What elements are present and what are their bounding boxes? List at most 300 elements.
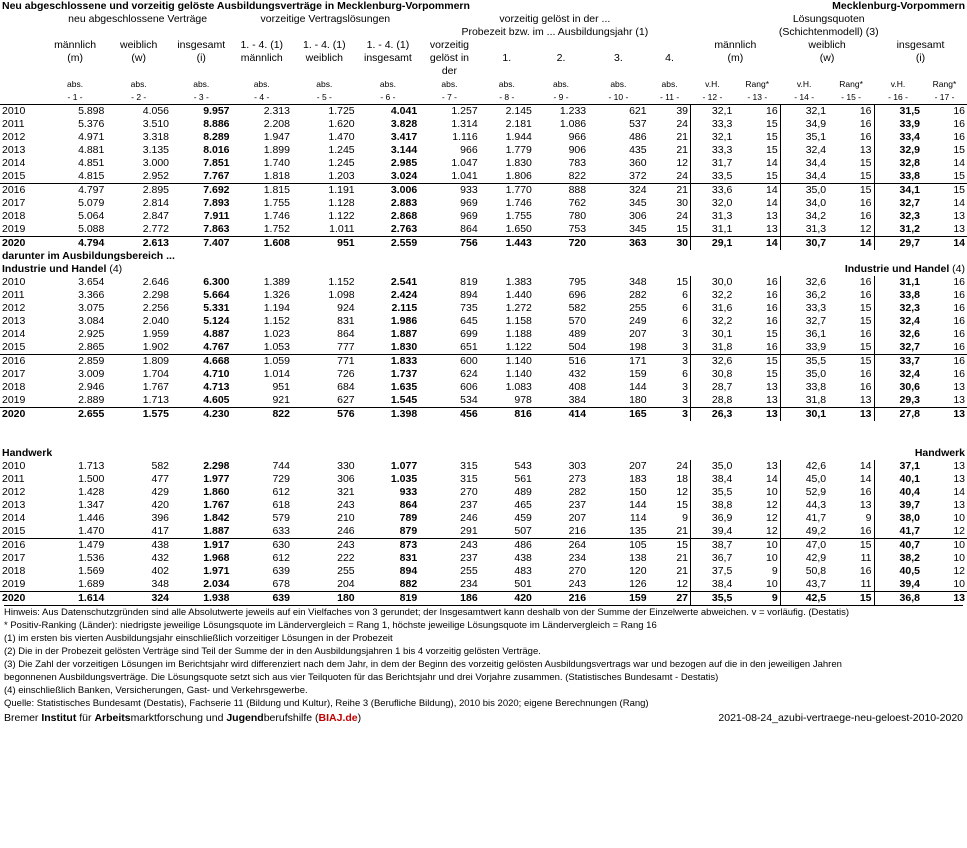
value-cell: 780 — [568, 210, 587, 222]
value-cell: 14 — [828, 237, 874, 251]
value-cell: 14 — [765, 157, 778, 169]
footer — [0, 710, 967, 726]
value-cell: 1.152 — [328, 276, 355, 288]
value-cell: 435 — [629, 144, 647, 156]
value-cell: 612 — [272, 486, 290, 498]
value-cell: 234 — [460, 578, 478, 590]
region-label: Mecklenburg-Vorpommern — [832, 0, 965, 12]
value-cell: 207 — [629, 328, 647, 340]
value-cell: 501 — [514, 578, 532, 590]
value-cell: 2.925 — [78, 328, 105, 340]
column-header: männlich — [714, 39, 757, 51]
column-header: 3. — [613, 52, 623, 64]
value-cell: 7.893 — [203, 197, 230, 209]
value-cell: 1.389 — [263, 276, 290, 288]
value-cell: 12 — [676, 486, 688, 498]
unit-label: abs. — [661, 79, 678, 89]
value-cell: 237 — [568, 499, 587, 511]
value-cell: 30,7 — [780, 237, 828, 251]
value-cell: 1.098 — [328, 289, 355, 301]
value-cell: 2.613 — [106, 237, 171, 251]
value-cell: 2.889 — [78, 394, 105, 406]
column-header — [292, 65, 357, 78]
column-number: - 3 - — [171, 91, 231, 105]
value-cell: 42,9 — [780, 552, 828, 565]
year-cell: 2012 — [2, 486, 26, 498]
value-cell: 7.692 — [171, 184, 231, 198]
value-cell: 10 — [953, 552, 965, 564]
value-cell: 1.347 — [78, 499, 105, 511]
value-cell: 2.040 — [142, 315, 170, 327]
table-row — [0, 408, 967, 422]
year-cell: 2013 — [2, 315, 26, 327]
value-cell: 1.833 — [357, 355, 420, 369]
value-cell: 459 — [514, 512, 532, 524]
value-cell: 36,8 — [874, 592, 922, 606]
value-cell: 819 — [357, 592, 420, 606]
value-cell: 894 — [399, 565, 418, 577]
value-cell: 207 — [568, 512, 587, 524]
value-cell: 1.326 — [263, 289, 290, 301]
value-cell: 32,2 — [691, 315, 735, 328]
value-cell: 41,7 — [874, 525, 922, 539]
value-cell: 951 — [272, 381, 290, 393]
value-cell: 273 — [568, 473, 587, 485]
value-cell: 516 — [534, 355, 588, 369]
value-cell: 1.614 — [44, 592, 107, 606]
column-header: (w) — [819, 52, 835, 64]
value-cell: 1.704 — [142, 368, 170, 380]
value-cell: 4.797 — [44, 184, 107, 198]
value-cell: 16 — [953, 276, 965, 288]
section-note: (4) — [949, 263, 965, 275]
value-cell: 13 — [859, 144, 872, 156]
value-cell: 1.746 — [505, 197, 532, 209]
value-cell: 777 — [337, 341, 355, 353]
value-cell: 216 — [568, 525, 587, 537]
value-cell: 1.188 — [505, 328, 532, 340]
value-cell: 135 — [629, 525, 647, 537]
value-cell: 8.016 — [203, 144, 230, 156]
value-cell: 33,3 — [780, 302, 828, 315]
footnote-line: * Positiv-Ranking (Länder): niedrigste jeweilige Lösungsquote im Ländervergleich = Rang 1, höchste jeweilige Lösungsquote im Ländervergleich = Rang 16 — [4, 620, 657, 631]
value-cell: 249 — [629, 315, 647, 327]
value-cell: 13 — [765, 460, 778, 472]
value-cell: 21 — [676, 131, 688, 143]
value-cell: 165 — [588, 408, 648, 422]
value-cell: 7.863 — [203, 223, 230, 235]
value-cell: 12 — [676, 157, 688, 169]
spacer — [0, 434, 967, 447]
value-cell: 34,4 — [780, 170, 828, 184]
value-cell: 1.830 — [505, 157, 532, 169]
value-cell: 255 — [629, 302, 647, 314]
value-cell: 32,1 — [691, 131, 735, 144]
section-label-crafts-right: Handwerk — [914, 447, 965, 459]
value-cell: 144 — [629, 499, 647, 511]
column-header: weiblich — [808, 39, 846, 51]
column-header: männlich — [54, 39, 97, 51]
value-cell: 864 — [399, 499, 418, 511]
value-cell: 246 — [337, 525, 355, 537]
value-cell: 489 — [568, 328, 587, 340]
value-cell: 15 — [859, 170, 872, 182]
table-row — [0, 539, 967, 553]
value-cell: 1.620 — [328, 118, 355, 130]
value-cell: 1.569 — [78, 565, 105, 577]
value-cell: 477 — [151, 473, 170, 485]
value-cell: 1.689 — [78, 578, 105, 590]
footnote-line: Quelle: Statistisches Bundesamt (Destatis), Fachserie 11 (Bildung und Kultur), Reihe 3 (Berufliche Bildung), 2010 bis 2020; eigene Berechnungen (Rang) — [4, 698, 649, 709]
table-row — [0, 578, 967, 592]
value-cell: 561 — [514, 473, 532, 485]
value-cell: 7.851 — [203, 157, 230, 169]
value-cell: 576 — [292, 408, 357, 422]
column-number: - 5 - — [292, 91, 357, 105]
value-cell: 1.152 — [263, 315, 290, 327]
value-cell: 924 — [337, 302, 355, 314]
value-cell: 16 — [953, 105, 965, 117]
value-cell: 2.208 — [263, 118, 290, 130]
value-cell: 32,7 — [780, 315, 828, 328]
value-cell: 15 — [922, 184, 967, 198]
value-cell: 4.851 — [78, 157, 105, 169]
value-cell: 246 — [460, 512, 478, 524]
value-cell: 13 — [765, 210, 778, 222]
value-cell: 888 — [534, 184, 588, 198]
value-cell: 105 — [588, 539, 648, 553]
value-cell: 735 — [460, 302, 478, 314]
value-cell: 4.815 — [78, 170, 105, 182]
value-cell: 21 — [676, 552, 688, 564]
year-cell: 2020 — [0, 592, 44, 606]
value-cell: 234 — [568, 552, 587, 564]
value-cell: 5.064 — [78, 210, 105, 222]
value-cell: 16 — [953, 118, 965, 130]
value-cell: 36,2 — [780, 289, 828, 302]
year-cell: 2017 — [2, 197, 26, 209]
value-cell: 420 — [480, 592, 534, 606]
header-group-new-contracts: neu abgeschlossene Verträge — [68, 13, 208, 25]
value-cell: 13 — [828, 408, 874, 422]
value-cell: 10 — [953, 512, 965, 524]
value-cell: 16 — [953, 131, 965, 143]
value-cell: 38,2 — [874, 552, 922, 565]
value-cell: 1.650 — [505, 223, 532, 235]
unit-label: abs. — [130, 79, 147, 89]
value-cell: 34,2 — [780, 210, 828, 223]
value-cell: 144 — [629, 381, 647, 393]
value-cell: 4.887 — [203, 328, 230, 340]
value-cell: 35,5 — [691, 486, 735, 499]
footer-org-part: Institut — [41, 712, 77, 724]
unit-label: abs. — [441, 79, 458, 89]
value-cell: 3.144 — [390, 144, 418, 156]
value-cell: 30 — [649, 237, 691, 251]
value-cell: 6 — [682, 289, 688, 301]
value-cell: 270 — [568, 565, 587, 577]
value-cell: 345 — [629, 197, 647, 209]
table-row — [0, 355, 967, 369]
value-cell: 1.122 — [328, 210, 355, 222]
value-cell: 243 — [419, 539, 479, 553]
value-cell: 216 — [534, 592, 588, 606]
value-cell: 1.023 — [263, 328, 290, 340]
year-cell: 2010 — [2, 105, 26, 117]
table-row — [0, 499, 967, 512]
column-header — [480, 65, 534, 78]
value-cell: 39,7 — [874, 499, 922, 512]
value-cell: 35,0 — [691, 460, 735, 473]
value-cell: 645 — [460, 315, 478, 327]
value-cell: 720 — [534, 237, 588, 251]
value-cell: 1.383 — [505, 276, 532, 288]
value-cell: 270 — [460, 486, 478, 498]
table-cell — [0, 39, 44, 52]
year-cell: 2010 — [2, 460, 26, 472]
table-row — [0, 210, 967, 223]
value-cell: 2.298 — [142, 289, 170, 301]
table-row — [0, 525, 967, 539]
footnote-line: (2) Die in der Probezeit gelösten Verträge sind Teil der Summe der in den Ausbildungsjahren 1 bis 4 vorzeitig gelösten Verträge. — [4, 646, 541, 657]
column-header: 1. — [502, 52, 512, 64]
value-cell: 324 — [588, 184, 648, 198]
value-cell: 16 — [953, 302, 965, 314]
value-cell: 1.011 — [329, 223, 355, 235]
column-header: weiblich — [305, 52, 343, 64]
value-cell: 13 — [734, 408, 780, 422]
value-cell: 1.986 — [390, 315, 418, 327]
value-cell: 171 — [588, 355, 648, 369]
year-cell: 2019 — [2, 223, 26, 235]
value-cell: 1.968 — [203, 552, 230, 564]
value-cell: 771 — [292, 355, 357, 369]
value-cell: 4.056 — [142, 105, 170, 117]
value-cell: 630 — [232, 539, 292, 553]
value-cell: 15 — [676, 499, 688, 511]
value-cell: 1.635 — [390, 381, 418, 393]
value-cell: 14 — [765, 197, 778, 209]
value-cell: 10 — [953, 578, 965, 590]
value-cell: 969 — [460, 197, 478, 209]
value-cell: 159 — [588, 592, 648, 606]
value-cell: 31,3 — [691, 210, 735, 223]
value-cell: 678 — [272, 578, 290, 590]
value-cell: 186 — [419, 592, 479, 606]
value-cell: 2.655 — [44, 408, 107, 422]
value-cell: 1.083 — [505, 381, 532, 393]
value-cell: 15 — [828, 184, 874, 198]
value-cell: 4.230 — [171, 408, 231, 422]
value-cell: 621 — [629, 105, 647, 117]
column-header: insgesamt — [363, 52, 412, 64]
value-cell: 29,1 — [691, 237, 735, 251]
value-cell: 14 — [859, 473, 872, 485]
value-cell: 255 — [337, 565, 355, 577]
value-cell: 1.470 — [78, 525, 105, 537]
value-cell: 31,6 — [691, 302, 735, 315]
table-row — [0, 170, 967, 184]
value-cell: 16 — [859, 276, 872, 288]
column-header — [780, 65, 874, 78]
value-cell: 16 — [765, 276, 778, 288]
value-cell: 3 — [649, 408, 691, 422]
year-cell: 2015 — [2, 525, 26, 537]
value-cell: 10 — [765, 486, 778, 498]
value-cell: 16 — [765, 302, 778, 314]
value-cell: 1.944 — [505, 131, 532, 143]
value-cell: 16 — [859, 131, 872, 143]
value-cell: 38,4 — [691, 578, 735, 592]
year-cell: 2020 — [0, 237, 44, 251]
column-header — [232, 65, 292, 78]
value-cell: 762 — [568, 197, 587, 209]
value-cell: 1.977 — [203, 473, 230, 485]
value-cell: 1.158 — [505, 315, 532, 327]
value-cell: 3 — [649, 355, 691, 369]
value-cell: 243 — [568, 578, 587, 590]
year-cell: 2018 — [2, 565, 26, 577]
column-number: - 12 - — [691, 91, 735, 105]
value-cell: 16 — [859, 105, 872, 117]
value-cell: 150 — [629, 486, 647, 498]
value-cell: 26,3 — [691, 408, 735, 422]
year-cell: 2016 — [0, 355, 44, 369]
table-row — [0, 565, 967, 578]
value-cell: 243 — [292, 539, 357, 553]
value-cell: 13 — [953, 460, 965, 472]
year-cell: 2017 — [2, 368, 26, 380]
value-cell: 2.298 — [203, 460, 230, 472]
value-cell: 35,5 — [691, 592, 735, 606]
value-cell: 9 — [771, 565, 778, 577]
value-cell: 15 — [859, 157, 872, 169]
value-cell: 33,8 — [780, 381, 828, 394]
value-cell: 31,7 — [691, 157, 735, 170]
year-cell: 2013 — [2, 499, 26, 511]
section-label-industry — [0, 263, 691, 276]
value-cell: 951 — [292, 237, 357, 251]
value-cell: 2.313 — [263, 105, 290, 117]
value-cell: 2.541 — [390, 276, 418, 288]
value-cell: 32,9 — [874, 144, 922, 157]
value-cell: 4.881 — [78, 144, 105, 156]
value-cell: 15 — [859, 315, 872, 327]
column-number: - 1 - — [44, 91, 107, 105]
table-row — [0, 78, 967, 91]
table-row — [0, 105, 967, 119]
value-cell: 600 — [419, 355, 479, 369]
value-cell: 1.245 — [328, 144, 355, 156]
value-cell: 36,9 — [691, 512, 735, 525]
value-cell: 6 — [682, 302, 688, 314]
value-cell: 1.818 — [263, 170, 290, 182]
value-cell: 2.034 — [203, 578, 230, 590]
column-number: - 8 - — [480, 91, 534, 105]
value-cell: 37,1 — [874, 460, 922, 473]
year-cell: 2015 — [2, 170, 26, 182]
value-cell: 303 — [568, 460, 587, 472]
unit-label: Rang* — [745, 79, 770, 89]
value-cell: 32,4 — [780, 144, 828, 157]
value-cell: 30,1 — [780, 408, 828, 422]
value-cell: 3 — [682, 328, 688, 340]
value-cell: 13 — [859, 394, 872, 406]
unit-label: abs. — [193, 79, 210, 89]
year-cell: 2019 — [2, 578, 26, 590]
footer-org-part: berufshilfe ( — [263, 712, 319, 724]
value-cell: 1.752 — [263, 223, 290, 235]
value-cell: 36,7 — [691, 552, 735, 565]
value-cell: 582 — [151, 460, 170, 472]
value-cell: 5.331 — [203, 302, 230, 314]
value-cell: 1.971 — [203, 565, 230, 577]
value-cell: 243 — [337, 499, 355, 511]
value-cell: 32,6 — [874, 328, 922, 341]
footnote-line: begonnenen Ausbildungsverträge. Die Lösungsquote setzt sich aus vier Teilquoten für das Berichtsjahr und drei Vorjahre zusammen. (Statistisches Bundesamt - Destatis) — [4, 672, 719, 683]
value-cell: 12 — [765, 499, 778, 511]
value-cell: 31,1 — [691, 223, 735, 237]
value-cell: 1.314 — [451, 118, 478, 130]
value-cell: 2.946 — [78, 381, 105, 393]
column-number: - 9 - — [534, 91, 588, 105]
value-cell: 10 — [765, 578, 778, 590]
value-cell: 5.079 — [78, 197, 105, 209]
value-cell: 13 — [922, 408, 967, 422]
value-cell: 5.088 — [78, 223, 105, 235]
value-cell: 879 — [399, 525, 418, 537]
value-cell: 21 — [676, 525, 688, 537]
table-row — [0, 381, 967, 394]
value-cell: 1.116 — [452, 131, 478, 143]
value-cell: 4.710 — [203, 368, 230, 380]
value-cell: 2.115 — [391, 302, 418, 314]
unit-label: abs. — [498, 79, 515, 89]
value-cell: 9 — [865, 512, 872, 524]
value-cell: 15 — [953, 170, 965, 182]
value-cell: 38,7 — [691, 539, 735, 553]
table-row — [0, 434, 967, 447]
value-cell: 27,8 — [874, 408, 922, 422]
value-cell: 348 — [151, 578, 170, 590]
value-cell: 969 — [460, 210, 478, 222]
value-cell: 180 — [292, 592, 357, 606]
value-cell: 39 — [676, 105, 688, 117]
value-cell: 33,3 — [691, 118, 735, 131]
footnote-line: (1) im ersten bis vierten Ausbildungsjahr einschließlich vorzeitiger Lösungen in der Probezeit — [4, 633, 393, 644]
value-cell: 255 — [460, 565, 478, 577]
column-header: 1. - 4. (1) — [366, 39, 410, 51]
value-cell: 543 — [514, 460, 532, 472]
value-cell: 795 — [568, 276, 587, 288]
value-cell: 1.770 — [480, 184, 534, 198]
value-cell: 33,6 — [691, 184, 735, 198]
value-cell: 822 — [568, 170, 587, 182]
value-cell: 465 — [514, 499, 532, 511]
table-row — [0, 512, 967, 525]
footer-org-part: BIAJ.de — [318, 712, 358, 724]
value-cell: 52,9 — [780, 486, 828, 499]
value-cell: 1.191 — [292, 184, 357, 198]
value-cell: 4.794 — [44, 237, 107, 251]
table-row — [0, 65, 967, 78]
value-cell: 40,1 — [874, 473, 922, 486]
column-header — [171, 65, 231, 78]
year-cell: 2018 — [2, 381, 26, 393]
year-cell: 2019 — [2, 394, 26, 406]
section-label-industry-right — [691, 263, 967, 276]
value-cell: 114 — [629, 512, 647, 524]
